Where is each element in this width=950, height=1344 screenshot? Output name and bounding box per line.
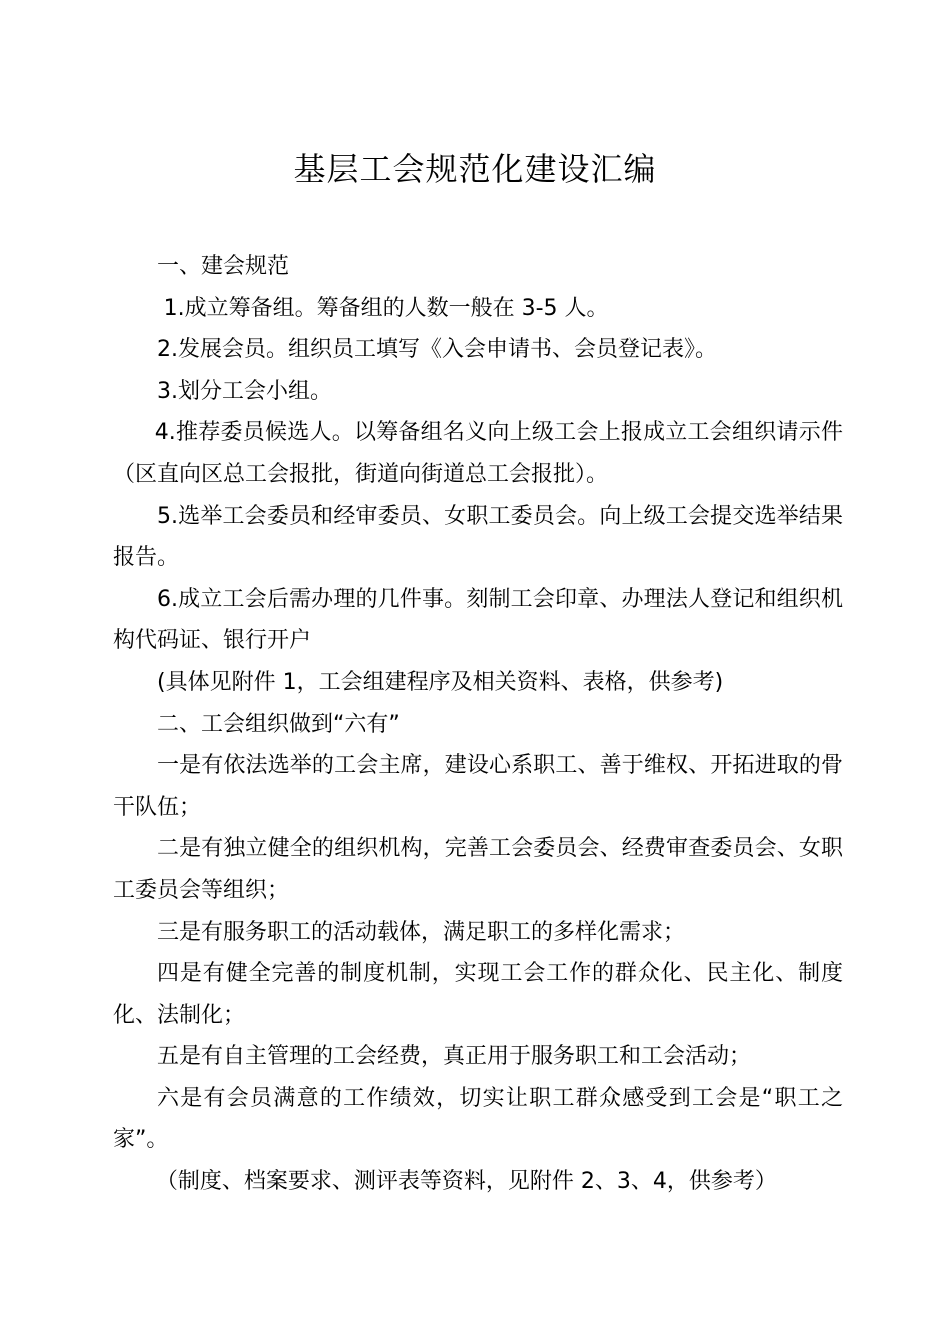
six-have-item-6: 六是有会员满意的工作绩效，切实让职工群众感受到工会是“职工之家”。 [113, 1085, 843, 1153]
paragraph-item-6: 6.成立工会后需办理的几件事。刻制工会印章、办理法人登记和组织机构代码证、银行开户 [113, 586, 843, 654]
paragraph-item-2: 2.发展会员。组织员工填写《入会申请书、会员登记表》。 [157, 337, 717, 363]
paragraph-item-3: 3.划分工会小组。 [157, 378, 332, 404]
six-have-item-3: 三是有服务职工的活动载体，满足职工的多样化需求； [157, 919, 686, 945]
paragraph-item-4: 4.推荐委员候选人。以筹备组名义向上级工会上报成立工会组织请示件（区直向区总工会报批，街道向街道总工会报批）。 [113, 420, 843, 487]
six-have-item-2: 二是有独立健全的组织机构，完善工会委员会、经费审查委员会、女职工委员会等组织； [113, 836, 843, 903]
paragraph-item-1: 1.成立筹备组。筹备组的人数一般在 3-5 人。 [163, 295, 609, 321]
six-have-item-4: 四是有健全完善的制度机制，实现工会工作的群众化、民主化、制度化、法制化； [113, 961, 843, 1028]
document-title: 基层工会规范化建设汇编 [293, 150, 657, 188]
section-heading-1: 一、建会规范 [157, 254, 290, 279]
document-body [113, 246, 843, 1203]
six-have-item-5: 五是有自主管理的工会经费，真正用于服务职工和工会活动； [157, 1044, 752, 1070]
paragraph-item-5: 5.选举工会委员和经审委员、女职工委员会。向上级工会提交选举结果报告。 [113, 503, 843, 571]
attachment-note-1: (具体见附件 1，工会组建程序及相关资料、表格，供参考) [157, 669, 724, 695]
six-have-item-1: 一是有依法选举的工会主席，建设心系职工、善于维权、开拓进取的骨干队伍； [113, 753, 843, 820]
attachment-note-2: （制度、档案要求、测评表等资料，见附件 2、3、4，供参考） [155, 1169, 777, 1195]
section-heading-2: 二、工会组织做到“六有” [157, 711, 400, 737]
